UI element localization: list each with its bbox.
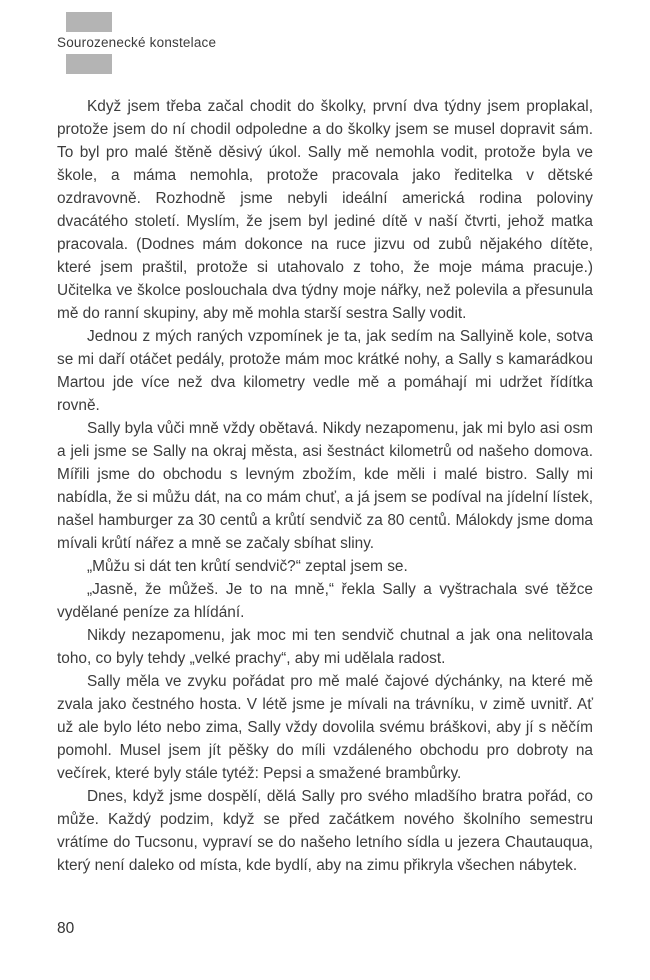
- paragraph: Sally byla vůči mně vždy obětavá. Nikdy nezapomenu, jak mi bylo asi osm a jeli jsme se Sally na okraj města, asi šestnáct kilometrů od našeho domova. Mířili jsme do obchodu s levným zbožím, kde měli i malé bistro. Sally mi nabídla, že si můžu dát, na co mám chuť, a já jsem se podíval na jídelní lístek, našel hamburger za 30 centů a krůtí sendvič za 80 centů. Málokdy jsme doma mívali krůtí nářez a mně se začaly sbíhat sliny.: [57, 420, 593, 552]
- page-title: Sourozenecké konstelace: [57, 35, 217, 50]
- header-decoration-block-top: [66, 12, 112, 32]
- paragraph: „Můžu si dát ten krůtí sendvič?“ zeptal jsem se.: [87, 558, 408, 575]
- paragraph: „Jasně, že můžeš. Je to na mně,“ řekla Sally a vyštrachala své těžce vydělané peníze za hlídání.: [57, 581, 593, 621]
- running-header: [57, 12, 357, 74]
- header-decoration-block-bottom: [66, 54, 112, 74]
- paragraph: Sally měla ve zvyku pořádat pro mě malé čajové dýchánky, na které mě zvala jako čestného hosta. V létě jsme je mívali na trávníku, v zimě uvnitř. Ať už ale bylo léto nebo zima, Sally vždy dovolila svému bráškovi, aby jí s něčím pomohl. Musel jsem jít pěšky do míli vzdáleného obchodu pro dobroty na večírek, které byly stále tytéž: Pepsi a smažené brambůrky.: [57, 673, 593, 782]
- paragraph: Nikdy nezapomenu, jak moc mi ten sendvič chutnal a jak ona nelitovala toho, co byly tehdy „velké prachy“, aby mi udělala radost.: [57, 627, 593, 667]
- page-number: 80: [57, 920, 75, 937]
- paragraph: Jednou z mých raných vzpomínek je ta, jak sedím na Sallyině kole, sotva se mi daří otáčet pedály, protože mám moc krátké nohy, a Sally s kamarádkou Martou jde více než dva kilometry vedle mě a pomáhají mi udržet řídítka rovně.: [57, 328, 593, 414]
- paragraph: Dnes, když jsme dospělí, dělá Sally pro svého mladšího bratra pořád, co může. Každý podzim, když se před začátkem nového školního semestru vrátíme do Tucsonu, vypraví se do našeho letního sídla u jezera Chautauqua, který není daleko od místa, kde bydlí, aby na zimu přikryla všechen nábytek.: [57, 788, 593, 874]
- body-text: [57, 95, 593, 877]
- paragraph: Když jsem třeba začal chodit do školky, první dva týdny jsem proplakal, protože jsem do ní chodil odpoledne a do školky jsem se musel dopravit sám. To byl pro malé štěně děsivý úkol. Sally mě nemohla vodit, protože byla ve škole, a máma nemohla, protože pracovala jako ředitelka v dětské ozdravovně. Rozhodně jsme nebyli ideální americká rodina poloviny dvacátého století. Myslím, že jsem byl jediné dítě v naší čtvrti, jehož matka pracovala. (Dodnes mám dokonce na ruce jizvu od zubů nějakého dítěte, které jsem praštil, protože si utahovalo z toho, že moje máma pracuje.) Učitelka ve školce poslouchala dva týdny moje nářky, než polevila a přesunula mě do ranní skupiny, aby mě mohla starší sestra Sally vodit.: [57, 98, 593, 322]
